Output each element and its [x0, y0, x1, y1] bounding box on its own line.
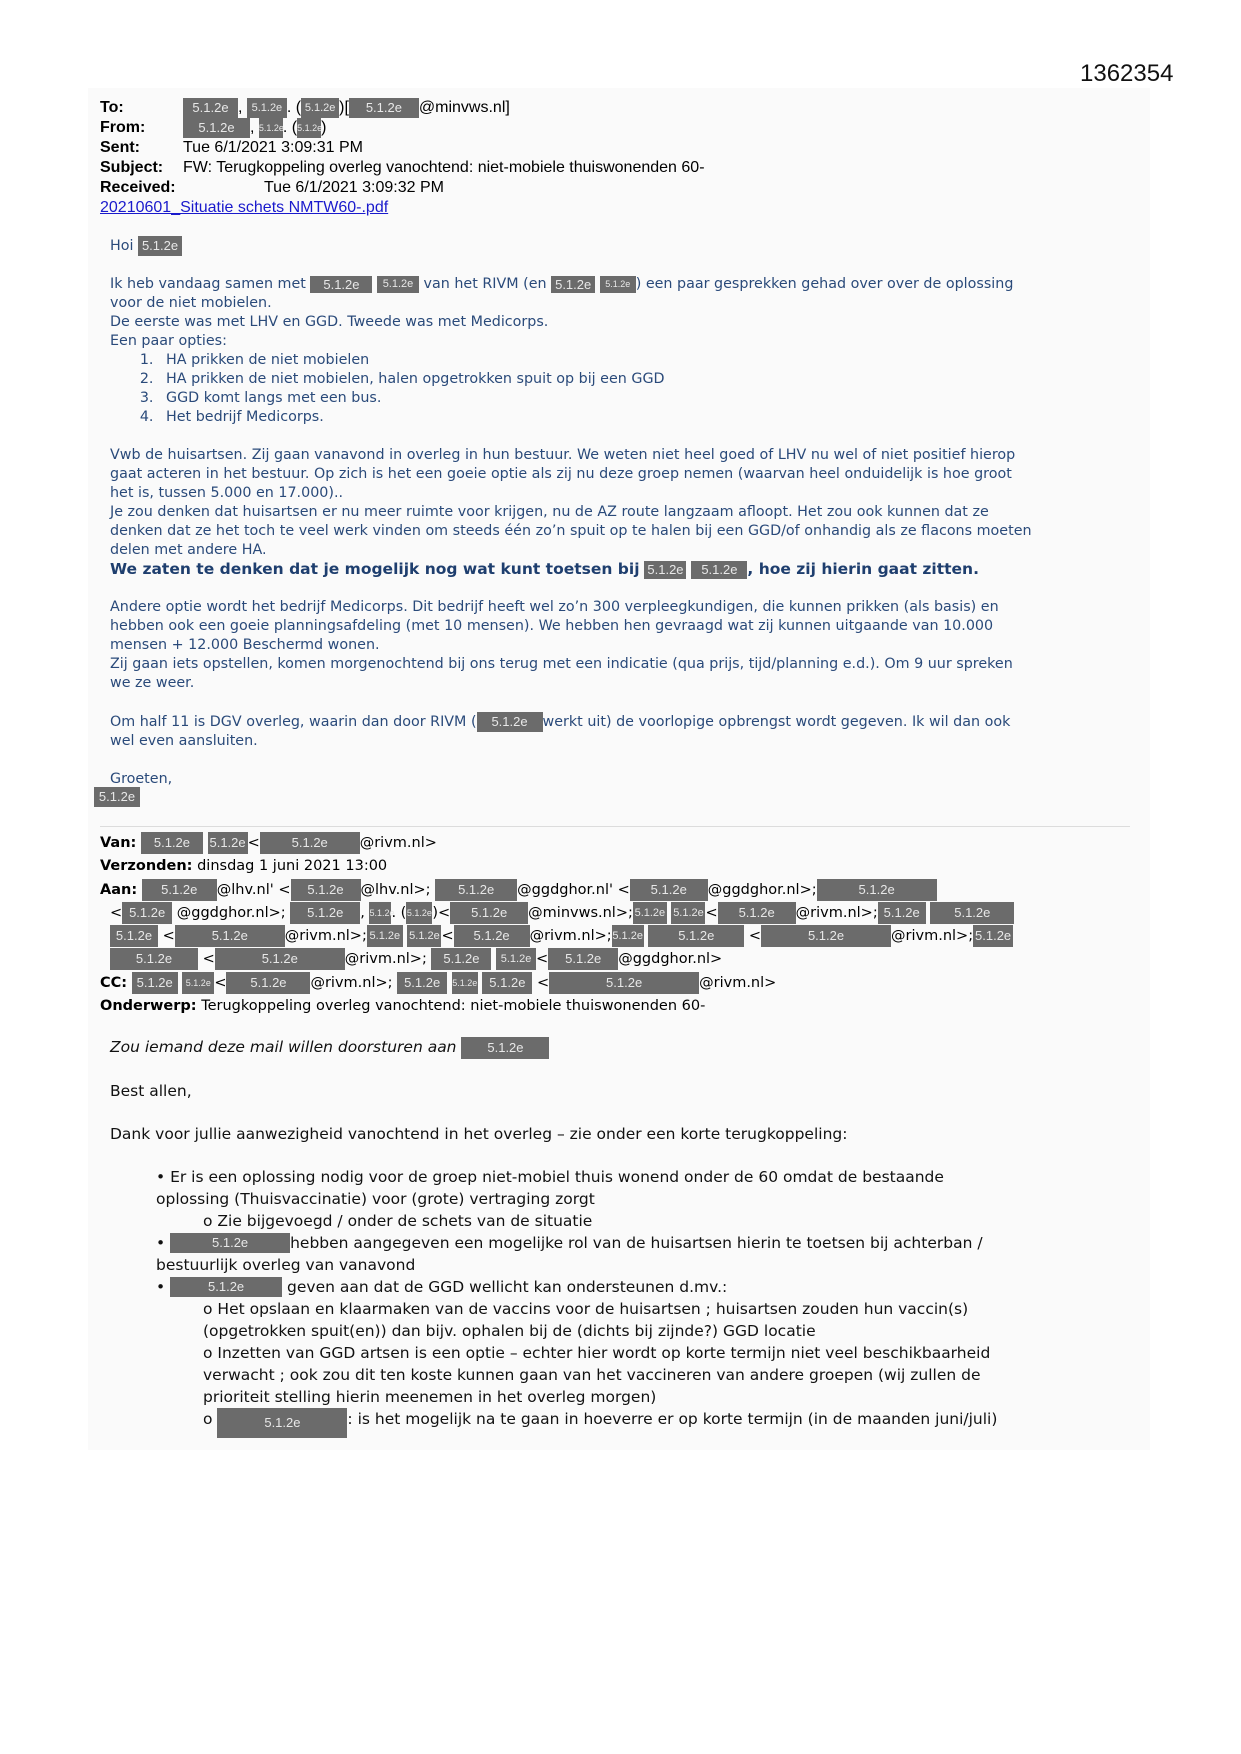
text-line: wel even aansluiten.: [110, 733, 258, 749]
text-line: (opgetrokken spuit(en)) dan bijv. ophalen bij de (dichts bij zijnde?) GGD locatie: [203, 1321, 816, 1340]
redaction: 5.1.2e: [170, 1277, 282, 1297]
aan-row: [100, 879, 1140, 902]
redaction: 5.1.2e: [431, 948, 491, 970]
attachment-row: [100, 198, 705, 218]
redaction: 5.1.2e: [170, 1233, 290, 1253]
onderwerp-value: Terugkoppeling overleg vanochtend: niet-mobiele thuiswonenden 60-: [201, 998, 706, 1015]
redaction: 5.1.2e: [259, 118, 283, 138]
redaction: 5.1.2e: [817, 879, 937, 901]
closing: Groeten,: [110, 771, 173, 787]
redaction: 5.1.2e: [141, 832, 203, 854]
redaction: 5.1.2e: [260, 832, 360, 854]
bullet-item: • Er is een oplossing nodig voor de groep niet-mobiel thuis wonend onder de 60 omdat de bestaande: [156, 1167, 944, 1186]
paragraph: [110, 275, 1130, 294]
redaction: 5.1.2e: [290, 902, 360, 924]
redaction: 5.1.2e: [482, 972, 532, 994]
redaction: 5.1.2e: [718, 902, 796, 924]
redaction: 5.1.2e: [208, 832, 248, 854]
received-value: Tue 6/1/2021 3:09:32 PM: [264, 179, 444, 196]
redaction: 5.1.2e: [973, 925, 1013, 947]
aan-row-2: < 5.1.2e @ggdghor.nl>; 5.1.2e , 5.1.2e. (5.1.2e)< 5.1.2e @minvws.nl>; 5.1.2e 5.1.2e < 5.1.2e @rivm.nl>; 5.1.2e 5.1.2e: [100, 902, 1140, 925]
list-item: 4. Het bedrijf Medicorps.: [158, 408, 1130, 427]
redaction: 5.1.2e: [301, 98, 339, 118]
redaction: 5.1.2e: [496, 948, 536, 970]
text-line: denken dat ze het toch te veel werk vinden om steeds één zo’n spuit op te halen bij een GGD/of onhandig als ze flacons moeten: [110, 523, 1032, 539]
cc-row: CC: 5.1.2e 5.1.2e < 5.1.2e @rivm.nl>; 5.1.2e 5.1.2e 5.1.2e < 5.1.2e @rivm.nl>: [100, 972, 1140, 995]
redaction: 5.1.2e: [435, 879, 517, 901]
redaction: 5.1.2e: [406, 902, 432, 924]
circle-bullet-icon: o: [203, 1409, 213, 1428]
forward-request: [110, 1036, 1140, 1059]
redaction: 5.1.2e: [461, 1037, 549, 1059]
text-line: oplossing (Thuisvaccinatie) voor (grote) vertraging zorgt: [156, 1189, 595, 1208]
redaction: 5.1.2e: [930, 902, 1014, 924]
email-domain: @ggdghor.nl>;: [707, 881, 817, 898]
text: Ik heb vandaag samen met: [110, 276, 306, 292]
redaction: 5.1.2e: [761, 925, 891, 947]
forwarded-header: [100, 832, 1140, 1018]
redaction: 5.1.2e: [138, 236, 182, 256]
text: werkt uit) de voorlopige opbrengst wordt gegeven. Ik wil dan ook: [542, 714, 1011, 730]
outer-email-header: [100, 98, 705, 218]
redaction: 5.1.2e: [183, 98, 238, 118]
redaction: 5.1.2e: [215, 948, 345, 970]
text: Om half 11 is DGV overleg, waarin dan door RIVM (: [110, 714, 477, 730]
van-row: Van: 5.1.2e 5.1.2e < 5.1.2e @rivm.nl>: [100, 832, 1140, 855]
text-line: mensen + 12.000 Beschermd wonen.: [110, 637, 380, 653]
sub-bullet-item: [110, 1408, 1140, 1438]
text: We zaten te denken dat je mogelijk nog wat kunt toetsen bij: [110, 560, 640, 578]
bullet-icon: •: [156, 1277, 166, 1296]
redaction: 5.1.2e: [122, 902, 172, 924]
to-row: To: 5.1.2e , 5.1.2e . ( 5.1.2e )[ 5.1.2e @minvws.nl]: [100, 99, 510, 117]
sent-value: Tue 6/1/2021 3:09:31 PM: [183, 139, 363, 156]
from-label: From:: [100, 119, 146, 137]
sub-bullet-item: o Zie bijgevoegd / onder de schets van de situatie: [203, 1211, 593, 1230]
text-line: Zij gaan iets opstellen, komen morgenochtend bij ons terug met een indicatie (qua prijs, tijd/planning e.d.). Om 9 uur spreken: [110, 656, 1013, 672]
redaction: 5.1.2e: [132, 972, 178, 994]
aan-label: Aan:: [100, 881, 138, 898]
text: Zou iemand deze mail willen doorsturen aan: [110, 1038, 457, 1056]
redaction: 5.1.2e: [94, 787, 140, 807]
redaction: 5.1.2e: [630, 879, 708, 901]
email-domain: @ggdghor.nl>;: [176, 904, 286, 921]
email-domain: @lhv.nl' <: [216, 881, 291, 898]
redaction: 5.1.2e: [142, 879, 217, 901]
text-line: Dank voor jullie aanwezigheid vanochtend in het overleg – zie onder een korte terugkoppeling:: [110, 1124, 848, 1143]
email-domain: @rivm.nl>;: [795, 904, 878, 921]
verzonden-label: Verzonden:: [100, 858, 193, 875]
email-domain: @rivm.nl>;: [529, 928, 612, 945]
redaction: 5.1.2e: [671, 902, 705, 924]
attachment-link[interactable]: 20210601_Situatie schets NMTW60-.pdf: [100, 199, 389, 216]
aan-row-3: 5.1.2e < 5.1.2e @rivm.nl>; 5.1.2e 5.1.2e < 5.1.2e @rivm.nl>;5.1.2e 5.1.2e < 5.1.2e @rivm.nl>; 5.1.2e: [100, 925, 1140, 948]
redaction: 5.1.2e: [217, 1408, 347, 1438]
redaction: 5.1.2e: [691, 561, 747, 579]
text: : is het mogelijk na te gaan in hoeverre er op korte termijn (in de maanden juni/juli): [347, 1409, 998, 1428]
redaction: 5.1.2e: [226, 972, 310, 994]
email-body-2: [110, 1036, 1140, 1438]
text: , hoe zij hierin gaat zitten.: [747, 560, 979, 578]
list-item: 1. HA prikken de niet mobielen: [158, 351, 1130, 370]
text-line: bestuurlijk overleg van vanavond: [156, 1255, 416, 1274]
text-line: verwacht ; ook zou dit ten koste kunnen gaan van het vaccineren van andere groepen (wij zullen de: [203, 1365, 981, 1384]
email-domain: @ggdghor.nl' <: [517, 881, 630, 898]
email-domain: @minvws.nl>;: [528, 904, 633, 921]
redaction: 5.1.2e: [878, 902, 926, 924]
email-domain: @rivm.nl>;: [310, 974, 393, 991]
redaction: 5.1.2e: [182, 972, 214, 994]
document-id: 1362354: [1080, 60, 1174, 87]
email-body-1: [110, 236, 1130, 789]
cc-label: CC:: [100, 974, 128, 991]
redaction: 5.1.2e: [551, 276, 595, 293]
text-line: het is, tussen 5.000 en 17.000)..: [110, 485, 344, 501]
redaction: 5.1.2e: [110, 925, 158, 947]
email-domain: @rivm.nl>;: [344, 951, 427, 968]
redaction: 5.1.2e: [648, 925, 744, 947]
from-row: From: 5.1.2e , 5.1.2e. (5.1.2e): [100, 119, 327, 137]
received-label: Received:: [100, 179, 176, 196]
redaction: 5.1.2e: [477, 712, 543, 732]
email-domain: @lhv.nl>;: [360, 881, 431, 898]
redaction: 5.1.2e: [549, 972, 699, 994]
bold-line: [110, 560, 1130, 579]
subject-label: Subject:: [100, 159, 164, 176]
redaction: 5.1.2e: [367, 925, 403, 947]
redaction: 5.1.2e: [175, 925, 285, 947]
verzonden-value: dinsdag 1 juni 2021 13:00: [197, 858, 388, 875]
aan-row-4: 5.1.2e < 5.1.2e @rivm.nl>; 5.1.2e 5.1.2e < 5.1.2e @ggdghor.nl>: [100, 948, 1140, 971]
sub-bullet-item: o Inzetten van GGD artsen is een optie – echter hier wordt op korte termijn niet veel beschikbaarheid: [203, 1343, 991, 1362]
sent-label: Sent:: [100, 139, 140, 156]
text-line: prioriteit stelling hierin meenemen in het overleg morgen): [203, 1387, 657, 1406]
redaction: 5.1.2e: [633, 902, 667, 924]
bullet-item: [110, 1276, 1140, 1298]
redaction: 5.1.2e: [600, 276, 636, 293]
text: ) een paar gesprekken gehad over over de oplossing: [635, 276, 1014, 292]
redaction: 5.1.2e: [407, 925, 441, 947]
redaction: 5.1.2e: [377, 276, 419, 293]
text-line: gaat acteren in het bestuur. Op zich is het een goeie optie als zij nu deze groep nemen (waarvan heel onduidelijk is hoe groot: [110, 466, 1012, 482]
text-line: Vwb de huisartsen. Zij gaan vanavond in overleg in hun bestuur. We weten niet heel goed of LHV nu wel of niet positief hierop: [110, 447, 1016, 463]
greeting: Best allen,: [110, 1081, 192, 1100]
email-domain: @ggdghor.nl>: [618, 951, 723, 968]
received-row: [100, 178, 705, 198]
redaction: 5.1.2e: [291, 879, 361, 901]
greeting: Hoi: [110, 238, 134, 254]
text-line: Een paar opties:: [110, 333, 227, 349]
divider: [100, 826, 1130, 827]
to-domain: @minvws.nl]: [418, 99, 510, 117]
redaction: 5.1.2e: [349, 98, 419, 118]
sub-bullet-item: o Het opslaan en klaarmaken van de vaccins voor de huisartsen ; huisartsen zouden hun vaccin(s): [203, 1299, 969, 1318]
greeting-line: [110, 236, 1130, 256]
redaction: 5.1.2e: [612, 925, 644, 947]
redaction: 5.1.2e: [369, 902, 391, 924]
redaction: 5.1.2e: [297, 118, 321, 138]
redaction: 5.1.2e: [310, 276, 372, 293]
onderwerp-label: Onderwerp:: [100, 998, 197, 1015]
text-line: De eerste was met LHV en GGD. Tweede was met Medicorps.: [110, 314, 549, 330]
subject-value: FW: Terugkoppeling overleg vanochtend: niet-mobiele thuiswonenden 60-: [183, 159, 705, 176]
text: geven aan dat de GGD wellicht kan ondersteunen d.mv.:: [287, 1277, 728, 1296]
redaction: 5.1.2e: [644, 561, 686, 579]
sent-row: [100, 138, 705, 158]
list-item: 3. GGD komt langs met een bus.: [158, 389, 1130, 408]
redaction: 5.1.2e: [247, 98, 287, 118]
text-line: Andere optie wordt het bedrijf Medicorps. Dit bedrijf heeft wel zo’n 300 verpleegkundigen, die kunnen prikken (als basis) en: [110, 599, 999, 615]
redaction: 5.1.2e: [110, 948, 198, 970]
options-list: [110, 351, 1130, 427]
van-label: Van:: [100, 835, 137, 851]
email-domain: @rivm.nl>;: [891, 928, 974, 945]
signature: [94, 786, 140, 807]
bullet-icon: •: [156, 1233, 166, 1252]
redaction: 5.1.2e: [183, 118, 250, 138]
text: van het RIVM (en: [423, 276, 547, 292]
text-line: hebben ook een goeie planningsafdeling (met 10 mensen). We hebben hen gevraagd wat zij kunnen uitgaande van 10.000: [110, 618, 994, 634]
email-domain: @rivm.nl>;: [284, 928, 367, 945]
onderwerp-row: [100, 995, 1140, 1018]
redaction: 5.1.2e: [450, 902, 528, 924]
email-domain: @rivm.nl>: [359, 835, 437, 851]
subject-row: [100, 158, 705, 178]
redaction: 5.1.2e: [548, 948, 618, 970]
text-line: we ze weer.: [110, 675, 195, 691]
redaction: 5.1.2e: [397, 972, 447, 994]
verzonden-row: [100, 855, 1140, 878]
text-line: Je zou denken dat huisartsen er nu meer ruimte voor krijgen, nu de AZ route langzaam afloopt. Het zou ook kunnen dat ze: [110, 504, 989, 520]
email-domain: @rivm.nl>: [699, 974, 777, 991]
text-line: delen met andere HA.: [110, 542, 267, 558]
bullet-item: [110, 1232, 1140, 1254]
to-label: To:: [100, 99, 124, 117]
text: hebben aangegeven een mogelijke rol van de huisartsen hierin te toetsen bij achterban /: [290, 1233, 983, 1252]
text-line: [110, 712, 1130, 732]
redaction: 5.1.2e: [452, 972, 478, 994]
list-item: 2. HA prikken de niet mobielen, halen opgetrokken spuit op bij een GGD: [158, 370, 1130, 389]
text-line: voor de niet mobielen.: [110, 295, 272, 311]
redaction: 5.1.2e: [454, 925, 530, 947]
